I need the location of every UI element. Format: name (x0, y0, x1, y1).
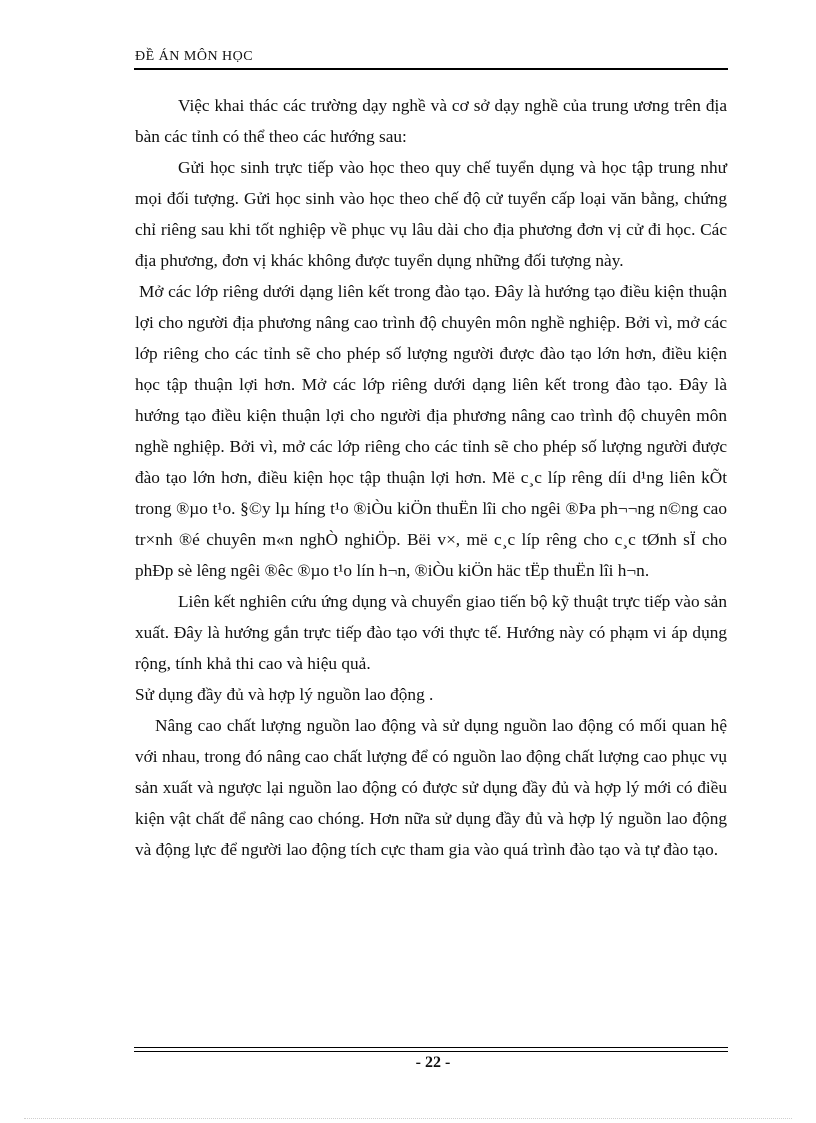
paragraph-send-students: Gửi học sinh trực tiếp vào học theo quy chế tuyển dụng và học tập trung như mọi đối tượng. Gửi học sinh vào học theo chế độ cử tuyển cấp loại văn bằng, chứng chỉ riêng sau khi tốt nghiệp về phục vụ lâu dài cho địa phương đơn vị cử đi học. Các địa phương, đơn vị khác không được tuyển dụng những đối tượng này. (135, 158, 727, 270)
page-number: - 22 - (415, 1054, 451, 1071)
section-heading: Sử dụng đầy đủ và hợp lý nguồn lao động . (135, 685, 434, 704)
paragraph-research-link: Liên kết nghiên cứu ứng dụng và chuyển giao tiến bộ kỹ thuật trực tiếp vào sản xuất. Đây là hướng gắn trực tiếp đào tạo với thực tế. Hướng này có phạm vi áp dụng rộng, tính khả thi cao và hiệu quả. (135, 592, 727, 673)
paragraph-labor-quality: Nâng cao chất lượng nguồn lao động và sử dụng nguồn lao động có mối quan hệ với nhau, trong đó nâng cao chất lượng để có nguồn lao động chất lượng cao phục vụ sản xuất và ngược lại nguồn lao động có được sử dụng đầy đủ và hợp lý mới có điều kiện vật chất để nâng cao chóng. Hơn nữa sử dụng đầy đủ và hợp lý nguồn lao động và động lực để người lao động tích cực tham gia vào quá trình đào tạo và tự đào tạo. (135, 716, 727, 859)
footer-divider-secondary (134, 1051, 728, 1052)
paragraph-intro: Việc khai thác các trường dạy nghề và cơ sở dạy nghề của trung ương trên địa bàn các tỉnh có thể theo các hướng sau: (135, 96, 727, 146)
page-bottom-edge (24, 1118, 792, 1119)
paragraph-open-classes: Mở các lớp riêng dưới dạng liên kết trong đào tạo. Đây là hướng tạo điều kiện thuận lợi cho người địa phương nâng cao trình độ chuyên môn nghề nghiệp. Bởi vì, mở các lớp riêng cho các tỉnh sẽ cho phép số lượng người được đào tạo lớn hơn, điều kiện học tập thuận lợi hơn. Mở các lớp riêng dưới dạng liên kết trong đào tạo. Đây là hướng tạo điều kiện thuận lợi cho người địa phương nâng cao trình độ chuyên môn nghề nghiệp. Bởi vì, mở các lớp riêng cho các tỉnh sẽ cho phép số lượng người được đào tạo lớn hơn, điều kiện học tập thuận lợi hơn. Më c¸c líp rêng díi d¹ng liên kÕt trong ®µo t¹o. §©y lµ híng t¹o ®iÒu kiÖn thuËn lîi cho ngêi ®Þa ph¬¬ng n©ng cao tr×nh ®é chuyên m«n nghÒ nghiÖp. Bëi v×, më c¸c líp rêng cho c¸c tØnh sÏ cho phÐp sè lêng ngêi ®êc ®µo t¹o lín h¬n, ®iÒu kiÖn häc tËp thuËn lîi h¬n. (135, 282, 727, 580)
document-body (135, 90, 727, 865)
document-header-title: ĐỀ ÁN MÔN HỌC (135, 49, 254, 64)
footer-divider (134, 1047, 728, 1048)
header-divider (134, 68, 728, 70)
